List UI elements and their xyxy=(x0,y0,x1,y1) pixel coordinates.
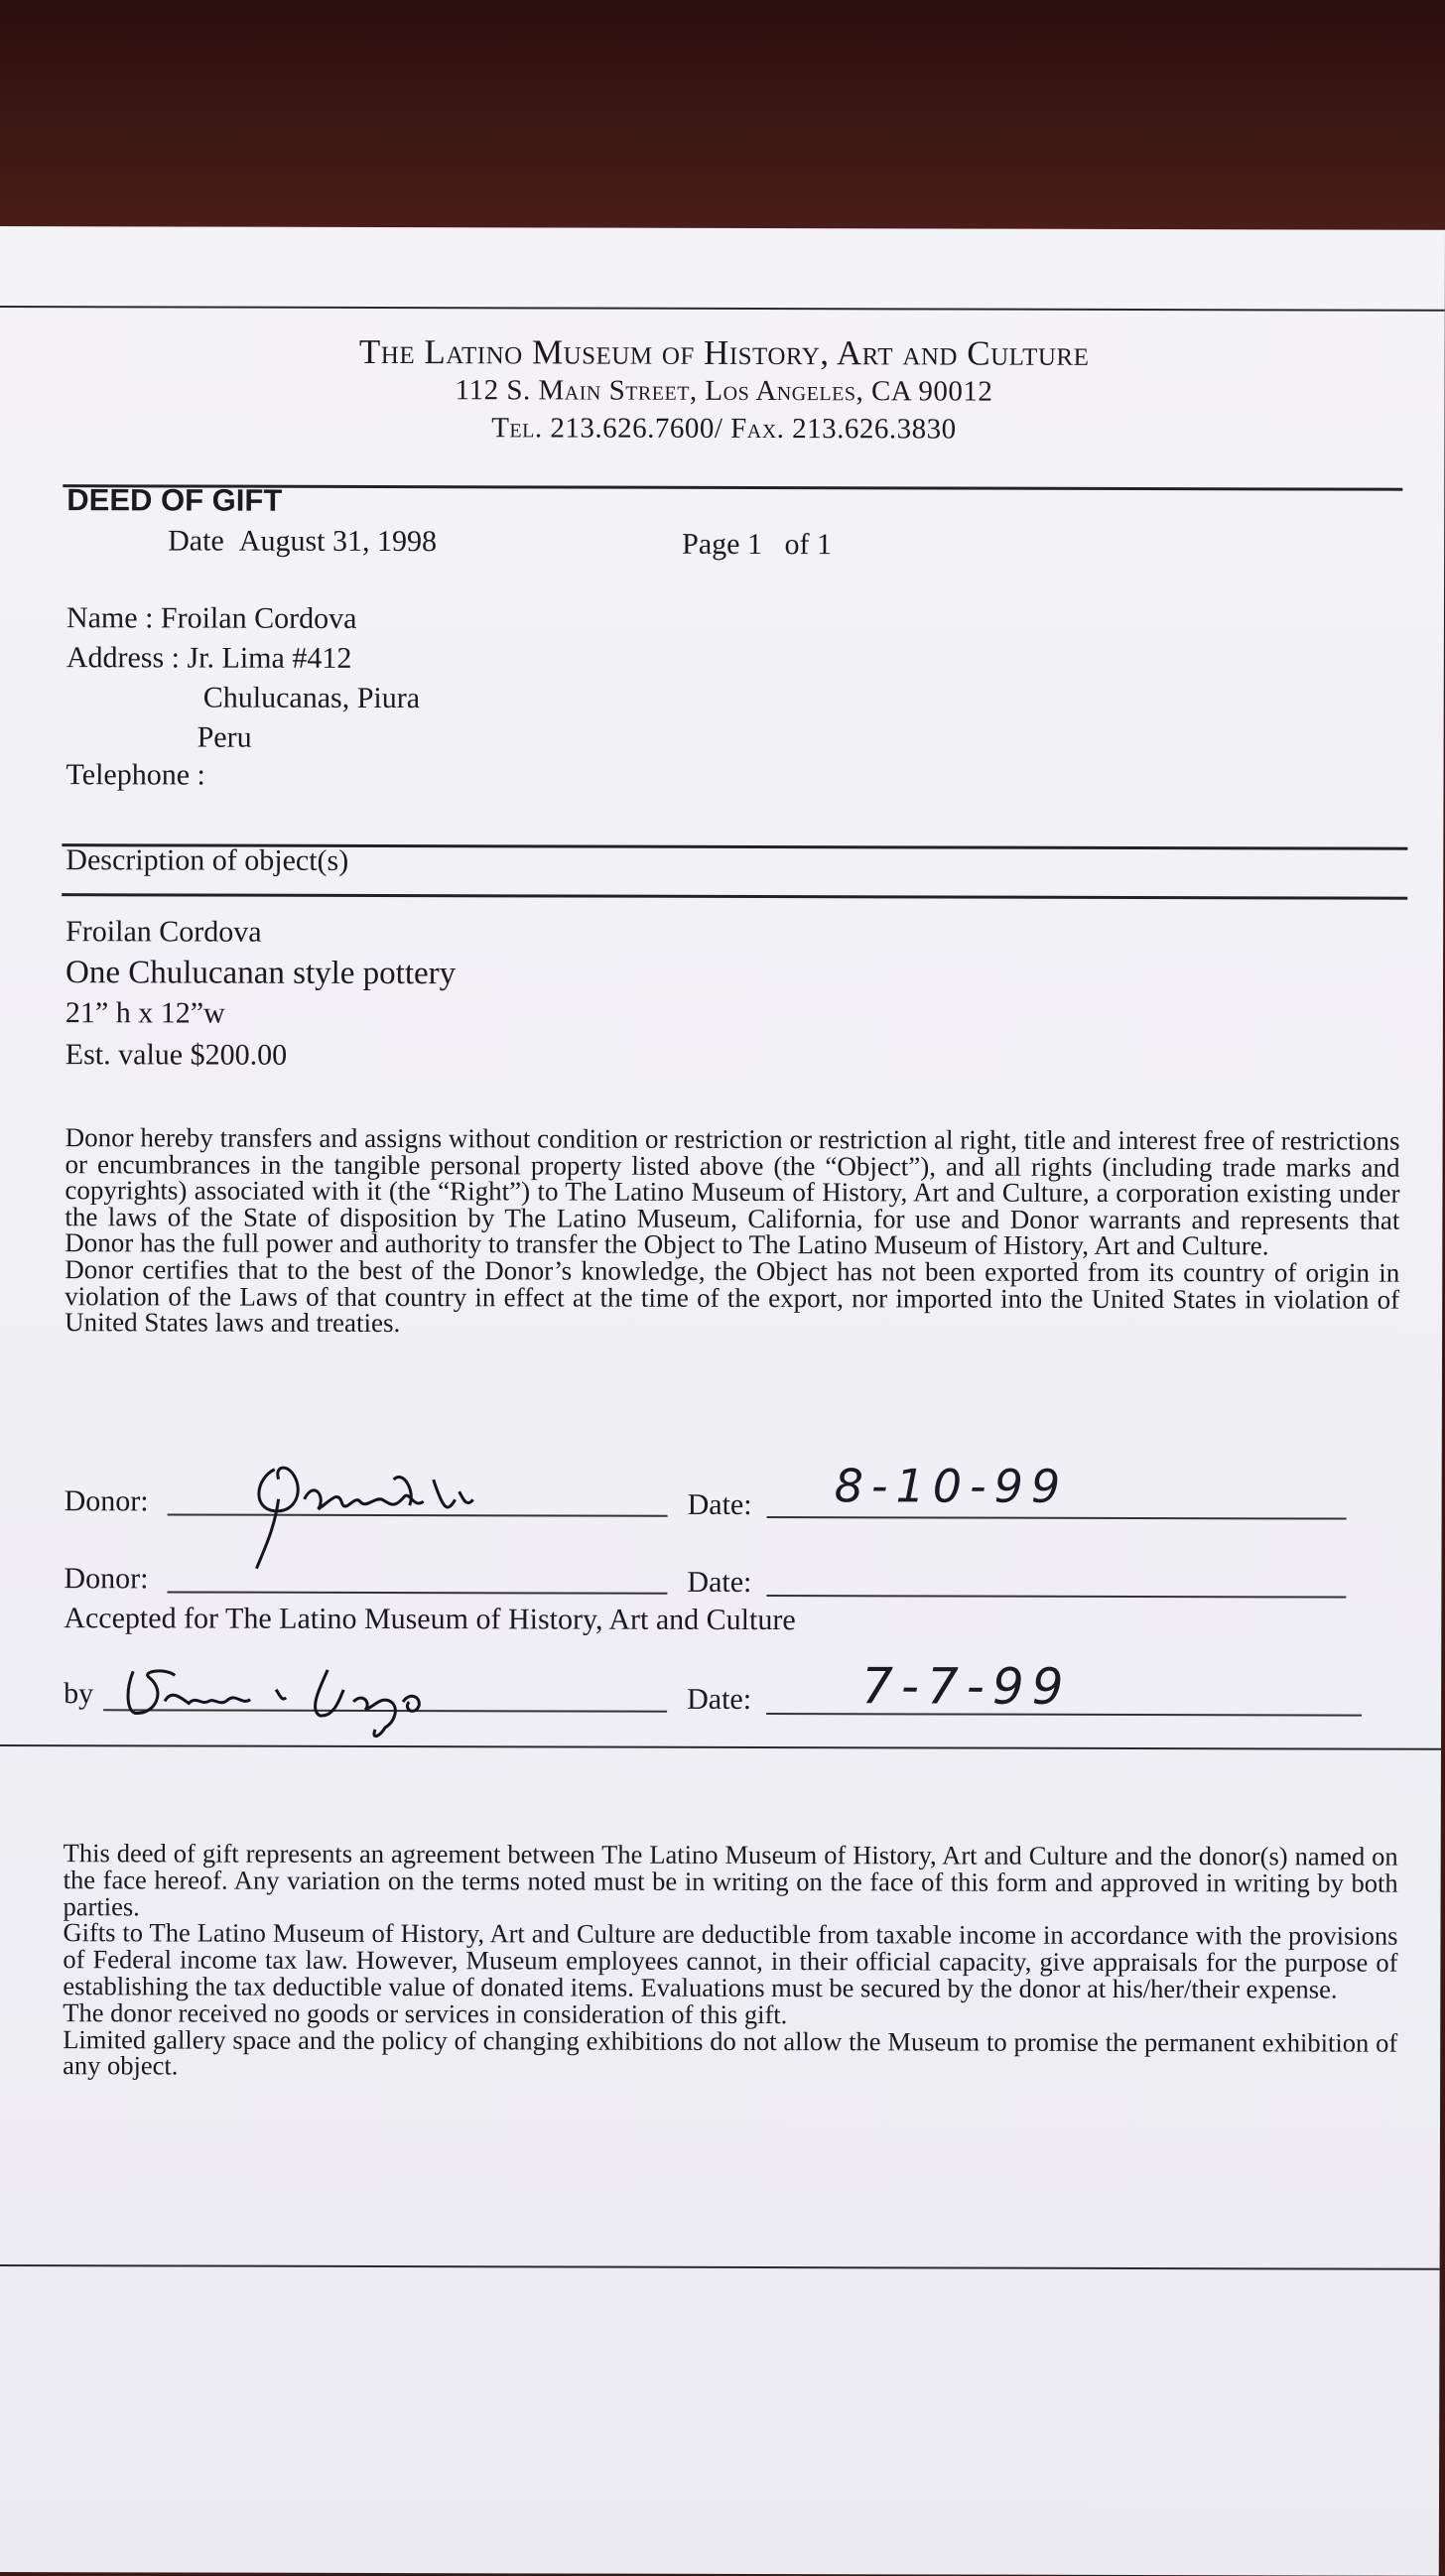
museum-address: 112 S. Main Street, Los Angeles, CA 90012 xyxy=(455,374,993,408)
date-label-2: Date: xyxy=(687,1565,752,1599)
museum-phone: Tel. 213.626.7600/ Fax. 213.626.3830 xyxy=(491,412,957,446)
donor-label-2: Donor: xyxy=(64,1562,149,1596)
donor-signature-line-2[interactable] xyxy=(167,1591,667,1594)
top-rule xyxy=(0,306,1445,312)
museum-date: 7-7-99 xyxy=(861,1657,1072,1716)
museum-signature-image xyxy=(105,1651,542,1741)
terms-paragraph-1: Donor hereby transfers and assigns without condition or restriction or restriction al right, title and interest free of restrictions or encumbrances in the tangible personal property listed above (the “Object”), and all rights (including trade marks and copyrights) associated with it (the “Right”) to The Latino Museum of History, Art and Culture, a corporation existing under the laws of the State of disposition by The Latino Museum, California, for use and Donor warrants and represents that Donor has the full power and authority to transfer the Object to The Latino Museum of History, Art and Culture. xyxy=(65,1122,1400,1261)
footer-paragraph-1: This deed of gift represents an agreement between The Latino Museum of History, Art and Culture and the donor(s) named on the face hereof. Any variation on the terms noted must be in writing on the face of this form and approved in writing by both parties. xyxy=(63,1838,1398,1921)
telephone-label: Telephone : xyxy=(66,758,205,792)
donor-date-1: 8-10-99 xyxy=(834,1459,1069,1513)
accepted-text: Accepted for The Latino Museum of History, Art and Culture xyxy=(64,1602,796,1637)
footer-top-rule xyxy=(0,1744,1441,1750)
date-label-1: Date: xyxy=(687,1487,752,1521)
description-bottom-rule xyxy=(62,893,1407,900)
donor-date-line-2[interactable] xyxy=(766,1595,1346,1599)
form-date xyxy=(168,524,437,559)
page-number: Page 1 of 1 xyxy=(682,527,833,562)
footer-paragraph-2: Gifts to The Latino Museum of History, Art and Culture are deductible from taxable income in accordance with the provisions of Federal income tax law. However, Museum employees cannot, in their official capacity, give appraisals for the purpose of establishing the tax deductible value of donated items. Evaluations must be secured by the donor at his/her/their expense. xyxy=(63,1917,1398,2004)
background-table xyxy=(0,0,1445,230)
form-title: DEED OF GIFT xyxy=(66,482,283,518)
name-value: Froilan Cordova xyxy=(160,601,357,635)
date-label-3: Date: xyxy=(687,1682,752,1716)
deed-of-gift-page xyxy=(0,226,1445,2576)
date-label: Date xyxy=(168,524,224,558)
footer-text xyxy=(63,1840,1398,2083)
museum-name: The Latino Museum of History, Art and Culture xyxy=(358,331,1090,373)
date-value: August 31, 1998 xyxy=(238,524,438,559)
address-row xyxy=(66,641,352,676)
address-line-2: Chulucanas, Piura xyxy=(202,681,421,715)
address-line-3: Peru xyxy=(197,720,252,754)
description-line-3: 21” h x 12”w xyxy=(65,996,225,1030)
donor-signature-image xyxy=(234,1440,532,1570)
description-line-1: Froilan Cordova xyxy=(66,915,262,949)
name-row xyxy=(66,601,357,636)
description-line-4: Est. value $200.00 xyxy=(65,1038,288,1072)
donor-date-line-1[interactable] xyxy=(767,1516,1347,1520)
address-line-1: Jr. Lima #412 xyxy=(187,641,352,675)
name-label: Name : xyxy=(66,601,154,635)
description-line-2: One Chulucanan style pottery xyxy=(65,955,457,992)
donor-label-1: Donor: xyxy=(64,1484,149,1518)
bottom-rule xyxy=(0,2264,1440,2270)
address-label: Address : xyxy=(66,641,181,675)
terms-text xyxy=(65,1124,1400,1339)
footer-paragraph-4: Limited gallery space and the policy of changing exhibitions do not allow the Museum to promise the permanent exhibition of any object. xyxy=(63,2023,1398,2081)
by-label: by xyxy=(64,1677,94,1711)
terms-paragraph-2: Donor certifies that to the best of the Donor’s knowledge, the Object has not been exported from its country of origin in violation of the Laws of that country in effect at the time of the export, nor imported into the United States in violation of United States laws and treaties. xyxy=(65,1254,1400,1339)
footer-paragraph-3: The donor received no goods or services in consideration of this gift. xyxy=(63,1996,788,2029)
description-heading: Description of object(s) xyxy=(66,843,349,877)
